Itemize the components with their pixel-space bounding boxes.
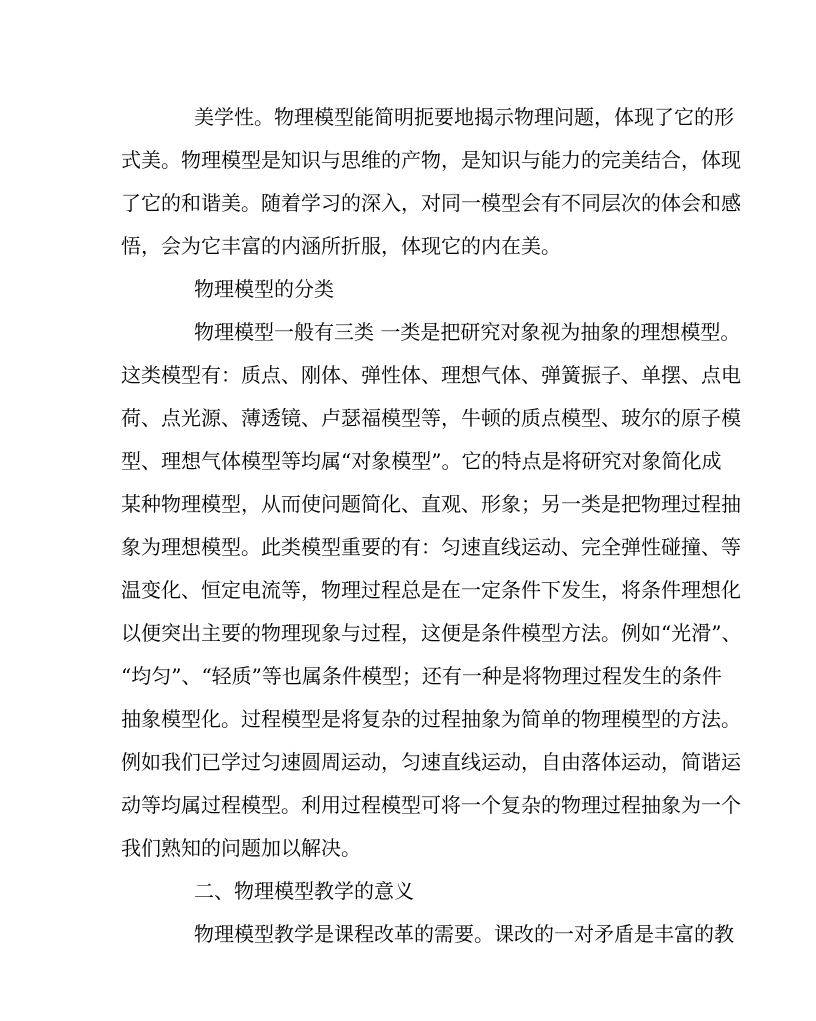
paragraph-line: 象为理想模型。此类模型重要的有：匀速直线运动、完全弹性碰撞、等	[121, 535, 741, 559]
paragraph-line: 物理模型教学是课程改革的需要。课改的一对矛盾是丰富的教	[194, 922, 734, 946]
paragraph-line: 式美。物理模型是知识与思维的产物，是知识与能力的完美结合，体现	[121, 148, 741, 172]
paragraph-line: 物理模型一般有三类 一类是把研究对象视为抽象的理想模型。	[194, 320, 741, 344]
paragraph-line: 抽象模型化。过程模型是将复杂的过程抽象为简单的物理模型的方法。	[121, 707, 741, 731]
paragraph-line: 美学性。物理模型能简明扼要地揭示物理问题，体现了它的形	[194, 105, 734, 129]
paragraph-line: 荷、点光源、薄透镜、卢瑟福模型等，牛顿的质点模型、玻尔的原子模	[121, 406, 741, 430]
paragraph-line: 动等均属过程模型。利用过程模型可将一个复杂的物理过程抽象为一个	[121, 793, 741, 817]
paragraph-line: 某种物理模型，从而使问题简化、直观、形象；另一类是把物理过程抽	[121, 492, 741, 516]
paragraph-line: 例如我们已学过匀速圆周运动，匀速直线运动，自由落体运动，简谐运	[121, 750, 741, 774]
paragraph-line: 悟，会为它丰富的内涵所折服，体现它的内在美。	[121, 234, 561, 258]
paragraph-line: 了它的和谐美。随着学习的深入，对同一模型会有不同层次的体会和感	[121, 191, 741, 215]
section-heading: 二、物理模型教学的意义	[194, 879, 414, 903]
paragraph-line: 以便突出主要的物理现象与过程，这便是条件模型方法。例如“光滑”、	[121, 621, 742, 645]
paragraph-line: 型、理想气体模型等均属“对象模型”。它的特点是将研究对象简化成	[121, 449, 722, 473]
paragraph-line: 这类模型有：质点、刚体、弹性体、理想气体、弹簧振子、单摆、点电	[121, 363, 741, 387]
paragraph-line: 我们熟知的问题加以解决。	[121, 836, 361, 860]
paragraph-line: “均匀”、“轻质”等也属条件模型；还有一种是将物理过程发生的条件	[121, 664, 722, 688]
paragraph-line: 温变化、恒定电流等，物理过程总是在一定条件下发生，将条件理想化	[121, 578, 741, 602]
section-heading: 物理模型的分类	[194, 277, 334, 301]
